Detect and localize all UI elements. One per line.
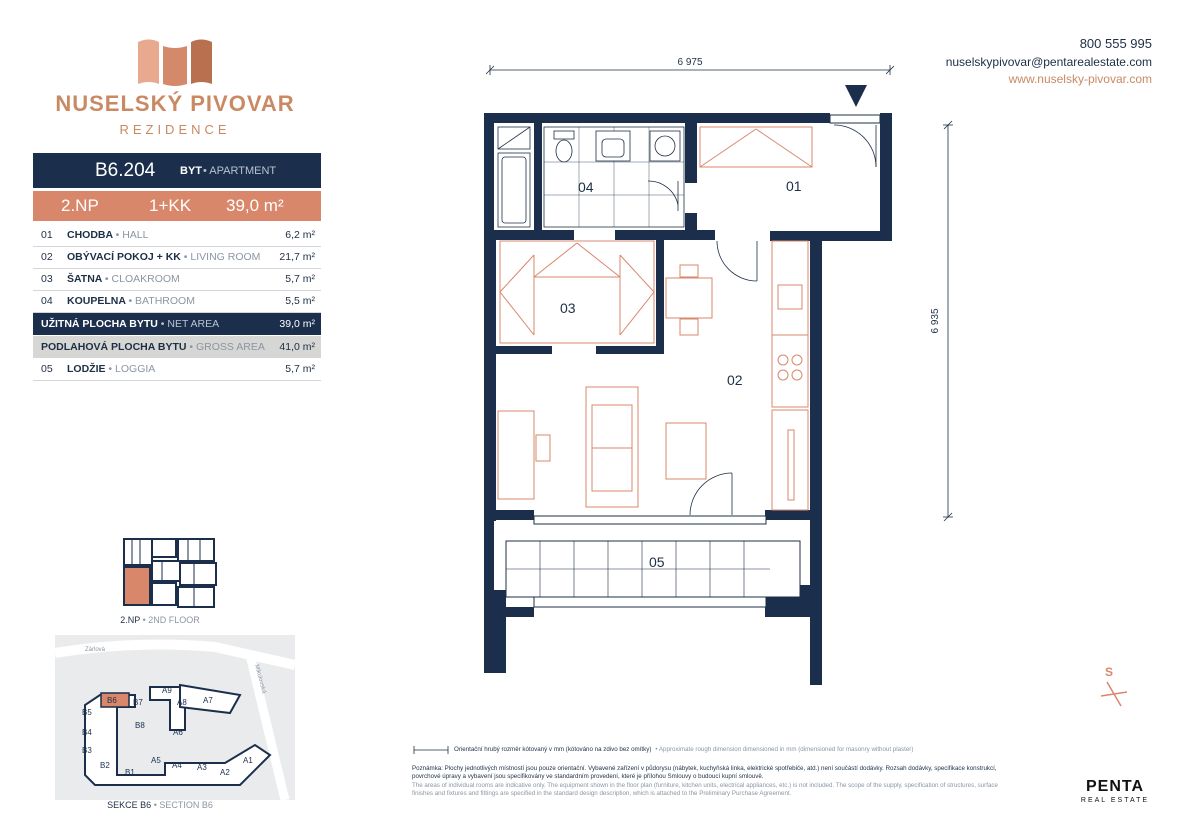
unit-summary	[33, 191, 321, 221]
website-link[interactable]: www.nuselsky-pivovar.com	[1008, 72, 1152, 86]
room-area: 5,5 m²	[285, 295, 315, 307]
floor-key-plan	[118, 535, 223, 610]
section-label: B7	[133, 698, 143, 707]
gross-area-label-en: • GROSS AREA	[189, 341, 265, 353]
section-label: B5	[82, 708, 92, 717]
floor-key-caption-cs: 2.NP	[120, 615, 141, 625]
loggia-row	[33, 358, 321, 381]
section-label: B6	[107, 696, 117, 705]
section-label: A3	[197, 763, 207, 772]
section-label: A7	[203, 696, 213, 705]
room-label-05: 05	[649, 554, 665, 570]
gross-area-label: PODLAHOVÁ PLOCHA BYTU	[41, 341, 187, 353]
room-number: 05	[41, 363, 53, 375]
unit-area: 39,0 m²	[226, 196, 284, 215]
compass-icon	[1095, 662, 1135, 712]
room-number: 03	[41, 273, 53, 285]
section-label: B2	[100, 761, 110, 770]
room-name-en: • LIVING ROOM	[183, 251, 261, 263]
section-label: B8	[135, 721, 145, 730]
logo-mark	[135, 36, 215, 88]
room-row	[33, 268, 321, 291]
room-name-en: • HALL	[115, 229, 149, 241]
living-furniture	[498, 265, 712, 507]
room-label-03: 03	[560, 300, 576, 316]
entrance-door	[834, 125, 876, 167]
dimension-note	[412, 745, 1012, 755]
section-label: A4	[172, 761, 182, 770]
unit-code: B6.204	[95, 160, 156, 181]
section-label: A6	[173, 728, 183, 737]
contact-block	[946, 36, 1152, 86]
room-area: 5,7 m²	[285, 363, 315, 375]
compass-letter: S	[1105, 665, 1114, 679]
note-en: The areas of individual rooms are indicative only. The equipment shown in the floor plan (furniture, kitchen units, electrical appliances, etc.) is not included. The scope of the supply, specification of structures, surface finishes and fixtures and fittings are specified in the standard design description, which is attached to the Preliminary Purchase Agreement.	[412, 781, 998, 798]
street-label: Zárlová	[85, 647, 106, 653]
room-name: KOUPELNA	[67, 295, 126, 307]
site-map-caption-cs: SEKCE B6	[107, 800, 152, 810]
section-label: A8	[177, 698, 187, 707]
floor-key-caption	[60, 615, 260, 625]
net-area-label: UŽITNÁ PLOCHA BYTU	[41, 318, 158, 330]
section-label: B3	[82, 746, 92, 755]
hall-fixtures	[700, 127, 812, 167]
unit-layout: 1+KK	[149, 196, 192, 215]
cloakroom-fixtures	[500, 241, 654, 343]
section-label: A1	[243, 756, 253, 765]
room-name: OBÝVACÍ POKOJ + KK	[67, 251, 181, 263]
dimension-note-cs: Orientační hrubý rozměr kótovaný v mm (kótováno na zdivo bez omítky)	[454, 745, 652, 753]
bathroom-fixtures	[498, 127, 684, 227]
room-number: 02	[41, 251, 53, 263]
room-row	[33, 246, 321, 269]
window	[830, 115, 880, 123]
brand-subtitle: REZIDENCE	[119, 122, 231, 137]
window	[534, 516, 766, 524]
email-link[interactable]: nuselskypivovar@pentarealestate.com	[945, 55, 1152, 69]
site-map-caption	[60, 800, 260, 810]
room-area: 21,7 m²	[279, 251, 315, 263]
street-label: Mikulovská	[253, 663, 267, 695]
section-label: A9	[162, 686, 172, 695]
net-area-label-en: • NET AREA	[160, 318, 220, 330]
brand-title: NUSELSKÝ PIVOVAR	[55, 91, 295, 116]
section-label: B4	[82, 728, 92, 737]
room-number: 01	[41, 229, 53, 241]
site-map	[55, 635, 295, 800]
net-area-value: 39,0 m²	[279, 318, 315, 330]
section-label: B1	[125, 768, 135, 777]
room-name: CHODBA	[67, 229, 113, 241]
loggia	[506, 541, 800, 607]
room-name: LODŽIE	[67, 363, 106, 375]
phone-number[interactable]: 800 555 995	[1079, 36, 1152, 51]
unit-header	[33, 153, 321, 188]
section-label: A2	[220, 768, 230, 777]
room-number: 04	[41, 295, 53, 307]
dimension-height	[943, 121, 953, 521]
room-name: ŠATNA	[67, 273, 102, 285]
unit-type-en: • APARTMENT	[203, 165, 277, 177]
note-cs: Poznámka: Plochy jednotlivých místností jsou pouze orientační. Vybavené zařízení v půdorysu (nábytek, kuchyňská linka, elektrické spotřebiče, atd.) není součástí dodávky. Rozsah dodávky, specifikace konstrukcí, povrchové úpravy a vybavení jsou specifikovány ve standardním provedení, které je přílohou Smlouvy o budoucí kupní smlouvě.	[412, 765, 997, 781]
room-row	[33, 290, 321, 313]
developer-sub: REAL ESTATE	[1080, 797, 1150, 804]
dimension-width-label: 6 975	[677, 57, 703, 68]
gross-area-row	[33, 336, 321, 358]
site-map-caption-en: • SECTION B6	[153, 800, 213, 810]
floor-plan	[470, 55, 960, 685]
room-label-01: 01	[786, 178, 802, 194]
developer-name: PENTA	[1085, 778, 1145, 795]
room-name-en: • CLOAKROOM	[104, 273, 180, 285]
kitchen-unit	[772, 241, 808, 510]
room-row	[33, 224, 321, 247]
net-area-row	[33, 313, 321, 335]
unit-floor: 2.NP	[61, 196, 99, 215]
dimension-icon	[412, 745, 450, 755]
notes	[412, 745, 1012, 799]
dimension-height-label: 6 935	[930, 308, 941, 334]
unit-type: BYT	[180, 165, 202, 177]
developer-logo	[1060, 778, 1170, 804]
room-name-en: • LOGGIA	[108, 363, 156, 375]
room-name-en: • BATHROOM	[128, 295, 195, 307]
room-label-02: 02	[727, 372, 743, 388]
dimension-note-en: • Approximate rough dimension dimensioned in mm (dimensioned for masonry without plaster)	[655, 745, 914, 753]
gross-area-value: 41,0 m²	[279, 341, 315, 353]
entrance-arrow	[845, 85, 867, 107]
section-label: A5	[151, 756, 161, 765]
room-area: 5,7 m²	[285, 273, 315, 285]
room-label-04: 04	[578, 179, 594, 195]
living-door	[690, 241, 757, 515]
room-area: 6,2 m²	[285, 229, 315, 241]
unit-highlight	[124, 567, 150, 605]
floor-key-caption-en: • 2ND FLOOR	[142, 615, 200, 625]
